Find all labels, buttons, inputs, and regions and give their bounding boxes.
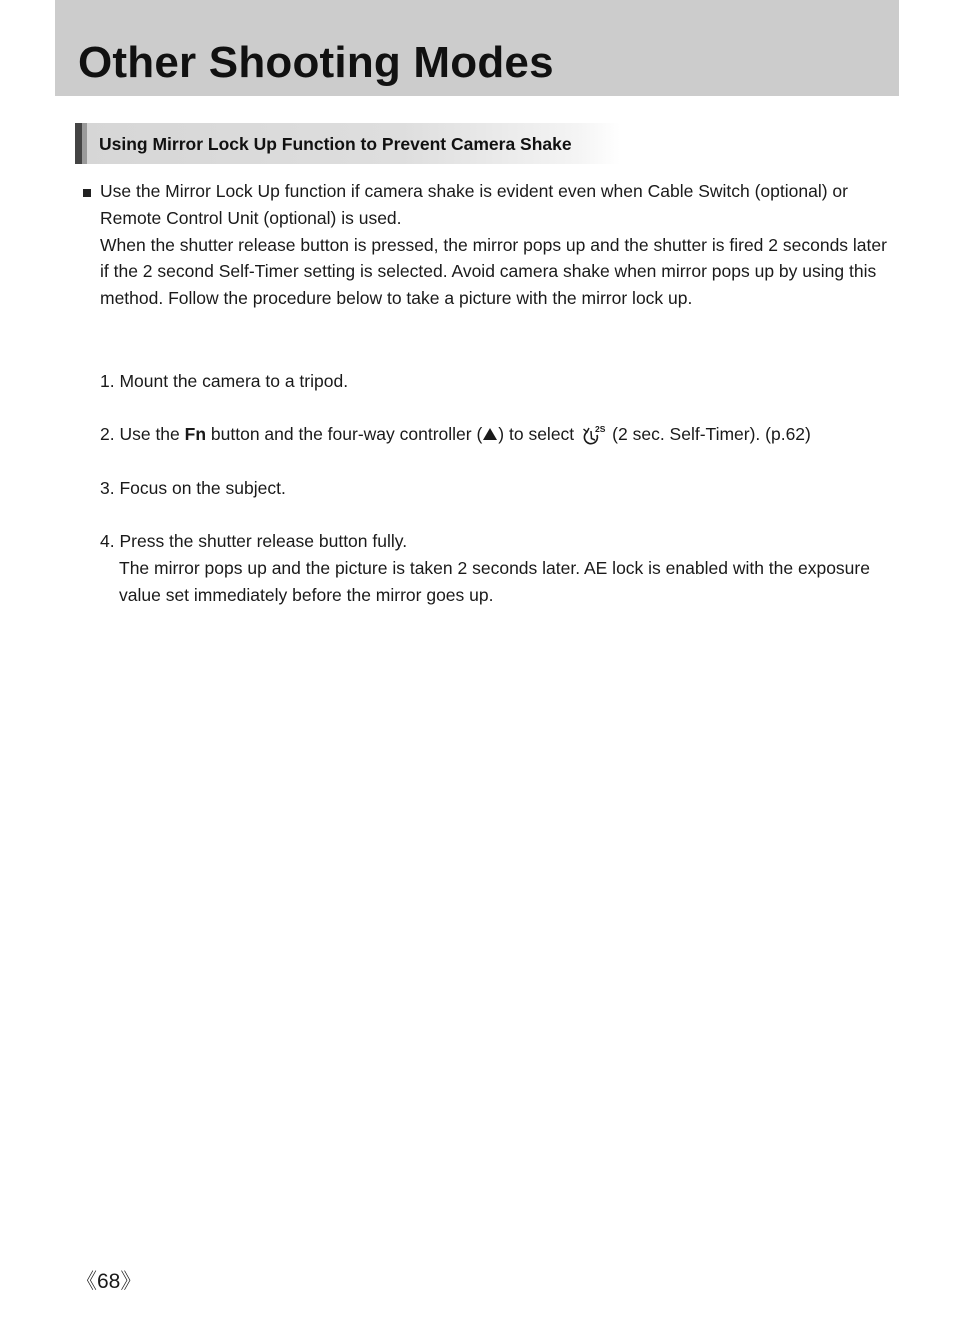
- step-2: [100, 421, 811, 454]
- up-triangle-icon: [483, 428, 497, 440]
- step-4-line: 4. Press the shutter release button fully.: [100, 531, 408, 551]
- step-2-text: 2. Use the: [100, 424, 185, 444]
- fn-button-label: Fn: [184, 424, 207, 444]
- step-2-text: ) to select: [498, 424, 575, 444]
- section-header-bar-accent: [82, 123, 87, 164]
- self-timer-2s-icon: [582, 424, 606, 454]
- step-3: 3. Focus on the subject.: [100, 478, 286, 498]
- intro-line: When the shutter release button is pressed, the mirror pops up and the shutter is fired 2 seconds later: [100, 235, 887, 255]
- intro-line: Remote Control Unit (optional) is used.: [100, 208, 402, 228]
- section-header-bar: [75, 123, 82, 164]
- timer-icon-label: 2S: [595, 424, 606, 434]
- intro-line: Use the Mirror Lock Up function if camera shake is evident even when Cable Switch (optional) or: [100, 181, 848, 201]
- section-header: [75, 123, 620, 164]
- step-2-text: button and the four-way controller (: [206, 424, 483, 444]
- step-1: 1. Mount the camera to a tripod.: [100, 371, 349, 391]
- title-band: [55, 0, 899, 96]
- section-title: Using Mirror Lock Up Function to Prevent Camera Shake: [99, 134, 572, 154]
- step-4-line: value set immediately before the mirror goes up.: [119, 584, 494, 605]
- page-number: 《68》: [76, 1270, 142, 1293]
- intro-line: if the 2 second Self-Timer setting is selected. Avoid camera shake when mirror pops up by using this: [100, 261, 877, 281]
- step-2-text: (2 sec. Self-Timer). (p.62): [612, 424, 811, 444]
- page-title: Other Shooting Modes: [78, 38, 554, 87]
- square-bullet-icon: [83, 189, 91, 197]
- intro-line: method. Follow the procedure below to take a picture with the mirror lock up.: [100, 288, 693, 308]
- step-4-line: The mirror pops up and the picture is taken 2 seconds later. AE lock is enabled with the exposure: [119, 557, 870, 578]
- step-4: [100, 528, 870, 608]
